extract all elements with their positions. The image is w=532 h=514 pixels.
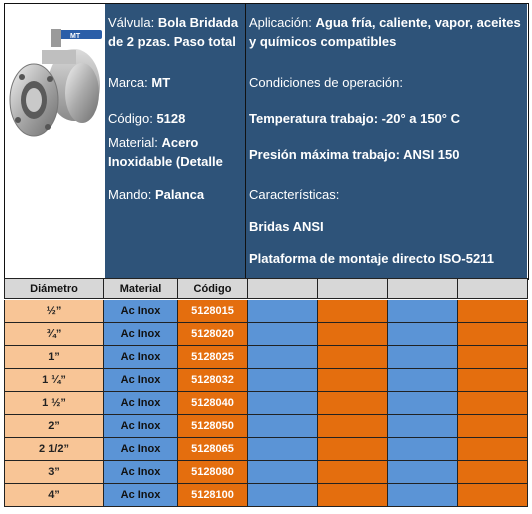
code-cell: 5128100 (178, 484, 248, 507)
actuation-label: Mando: (108, 187, 152, 202)
table-row (4, 438, 528, 461)
product-image-cell (4, 3, 106, 279)
feature-2 (249, 249, 494, 268)
application-text (249, 13, 521, 51)
empty-cell (458, 369, 528, 392)
code-value: 5128 (156, 111, 186, 126)
empty-cell (318, 461, 388, 484)
table-row (4, 461, 528, 484)
conditions-title: Condiciones de operación: (249, 75, 403, 90)
empty-cell (388, 415, 458, 438)
empty-cell (248, 484, 318, 507)
table-row (4, 300, 528, 323)
empty-cell (388, 438, 458, 461)
empty-cell (458, 415, 528, 438)
application-label: Aplicación: (249, 15, 312, 30)
empty-cell (318, 392, 388, 415)
svg-text:MT: MT (70, 33, 81, 40)
brand-value: MT (151, 75, 171, 90)
material-cell: Ac Inox (104, 461, 178, 484)
empty-cell (248, 415, 318, 438)
code-cell: 5128020 (178, 323, 248, 346)
material-cell: Ac Inox (104, 392, 178, 415)
empty-cell (388, 346, 458, 369)
table-header-row (4, 278, 528, 299)
table-row (4, 369, 528, 392)
material-cell: Ac Inox (104, 484, 178, 507)
diameter-cell: 3” (4, 461, 104, 484)
diameter-cell: 1 ½” (4, 392, 104, 415)
header-empty-3 (388, 278, 458, 299)
material-value: Acero Inoxidable (Detalle (108, 135, 223, 169)
code-text (108, 109, 185, 128)
empty-cell (248, 369, 318, 392)
table-row (4, 415, 528, 438)
empty-cell (248, 438, 318, 461)
empty-cell (318, 323, 388, 346)
diameter-cell: ¾” (4, 323, 104, 346)
empty-cell (458, 438, 528, 461)
ball-valve-image (4, 15, 105, 165)
feature-1-value: Bridas ANSI (249, 219, 324, 234)
valve-type-label: Válvula: (108, 15, 155, 30)
diameter-cell: ½” (4, 300, 104, 323)
empty-cell (388, 323, 458, 346)
temperature-value: Temperatura trabajo: -20° a 150° C (249, 111, 461, 126)
empty-cell (388, 484, 458, 507)
feature-2-value: Plataforma de montaje directo ISO-5211 (249, 251, 494, 266)
empty-cell (388, 392, 458, 415)
empty-cell (248, 323, 318, 346)
code-label: Código: (108, 111, 153, 126)
table-row (4, 484, 528, 507)
empty-cell (458, 300, 528, 323)
application-value: Agua fría, caliente, vapor, aceites y químicos compatibles (249, 15, 521, 49)
diameter-cell: 1 ¼” (4, 369, 104, 392)
material-cell: Ac Inox (104, 300, 178, 323)
empty-cell (248, 346, 318, 369)
brand-text (108, 73, 170, 92)
table-row (4, 392, 528, 415)
temperature-text (249, 109, 460, 128)
header-code: Código (178, 278, 248, 299)
header-empty-4 (458, 278, 528, 299)
empty-cell (458, 392, 528, 415)
material-cell: Ac Inox (104, 369, 178, 392)
empty-cell (458, 323, 528, 346)
header-material: Material (104, 278, 178, 299)
product-info-panel (105, 3, 246, 279)
empty-cell (458, 461, 528, 484)
material-text (108, 133, 243, 171)
diameter-cell: 1” (4, 346, 104, 369)
code-cell: 5128025 (178, 346, 248, 369)
brand-label: Marca: (108, 75, 148, 90)
material-cell: Ac Inox (104, 346, 178, 369)
valve-type-text (108, 13, 243, 51)
diameter-cell: 2” (4, 415, 104, 438)
header-empty-1 (248, 278, 318, 299)
empty-cell (318, 346, 388, 369)
header-empty-2 (318, 278, 388, 299)
actuation-text (108, 185, 204, 204)
code-cell: 5128065 (178, 438, 248, 461)
code-cell: 5128032 (178, 369, 248, 392)
code-cell: 5128015 (178, 300, 248, 323)
code-cell: 5128050 (178, 415, 248, 438)
material-cell: Ac Inox (104, 323, 178, 346)
empty-cell (318, 415, 388, 438)
diameter-cell: 2 1/2” (4, 438, 104, 461)
empty-cell (248, 392, 318, 415)
material-cell: Ac Inox (104, 415, 178, 438)
empty-cell (318, 484, 388, 507)
empty-cell (318, 438, 388, 461)
valve-type-value: Bola Bridada de 2 pzas. Paso total (108, 15, 239, 49)
empty-cell (318, 300, 388, 323)
feature-1 (249, 217, 324, 236)
features-title: Características: (249, 187, 340, 202)
material-cell: Ac Inox (104, 438, 178, 461)
empty-cell (388, 369, 458, 392)
empty-cell (318, 369, 388, 392)
actuation-value: Palanca (155, 187, 205, 202)
table-row (4, 323, 528, 346)
empty-cell (458, 484, 528, 507)
specs-panel (246, 3, 527, 279)
header-diameter: Diámetro (4, 278, 104, 299)
pressure-value: Presión máxima trabajo: ANSI 150 (249, 147, 460, 162)
code-cell: 5128040 (178, 392, 248, 415)
diameter-cell: 4” (4, 484, 104, 507)
code-cell: 5128080 (178, 461, 248, 484)
pressure-text (249, 145, 460, 164)
material-label: Material: (108, 135, 158, 150)
empty-cell (458, 346, 528, 369)
empty-cell (388, 461, 458, 484)
table-row (4, 346, 528, 369)
empty-cell (248, 300, 318, 323)
empty-cell (388, 300, 458, 323)
empty-cell (248, 461, 318, 484)
